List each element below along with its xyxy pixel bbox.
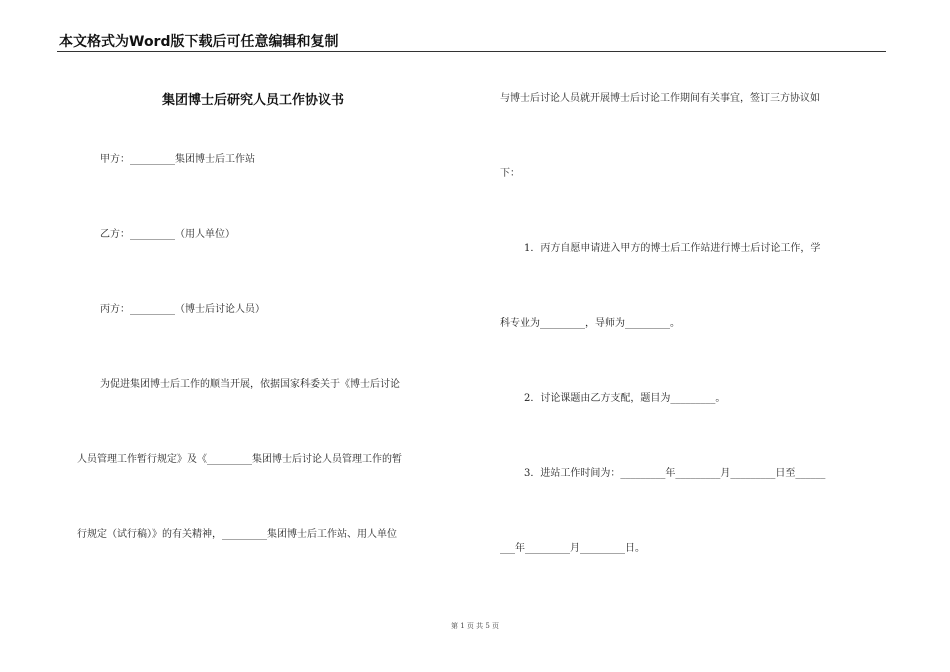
paragraph-line-3: 行规定（试行稿）》的有关精神，_________集团博士后工作站、用人单位 bbox=[77, 529, 397, 540]
header-text: 本文格式为Word版下载后可任意编辑和复制 bbox=[59, 34, 339, 50]
clause-3-line-1: 3．进站工作时间为：_________年_________月_________日至______ bbox=[524, 468, 826, 479]
clause-1-line-2: 科专业为_________，导师为_________。 bbox=[500, 318, 680, 329]
document-header bbox=[57, 34, 886, 52]
party-c-line: 丙方：_________（博士后讨论人员） bbox=[100, 304, 265, 315]
party-a-line: 甲方：_________集团博士后工作站 bbox=[100, 154, 255, 165]
paragraph-line-1: 为促进集团博士后工作的顺当开展，依据国家科委关于《博士后讨论 bbox=[100, 379, 400, 390]
right-paragraph-line-1: 与博士后讨论人员就开展博士后讨论工作期间有关事宜，签订三方协议如 bbox=[500, 93, 820, 104]
clause-3-line-2: ___年_________月_________日。 bbox=[500, 543, 645, 554]
page-number-footer: 第 1 页 共 5 页 bbox=[450, 622, 500, 630]
party-b-line: 乙方：_________（用人单位） bbox=[100, 229, 235, 240]
document-title: 集团博士后研究人员工作协议书 bbox=[162, 93, 345, 108]
clause-1-line-1: 1．丙方自愿申请进入甲方的博士后工作站进行博士后讨论工作，学 bbox=[524, 243, 821, 254]
clause-2-line: 2．讨论课题由乙方支配，题目为_________。 bbox=[524, 393, 726, 404]
right-paragraph-line-2: 下： bbox=[500, 168, 520, 179]
paragraph-line-2: 人员管理工作暂行规定》及《_________集团博士后讨论人员管理工作的暂 bbox=[77, 454, 402, 465]
